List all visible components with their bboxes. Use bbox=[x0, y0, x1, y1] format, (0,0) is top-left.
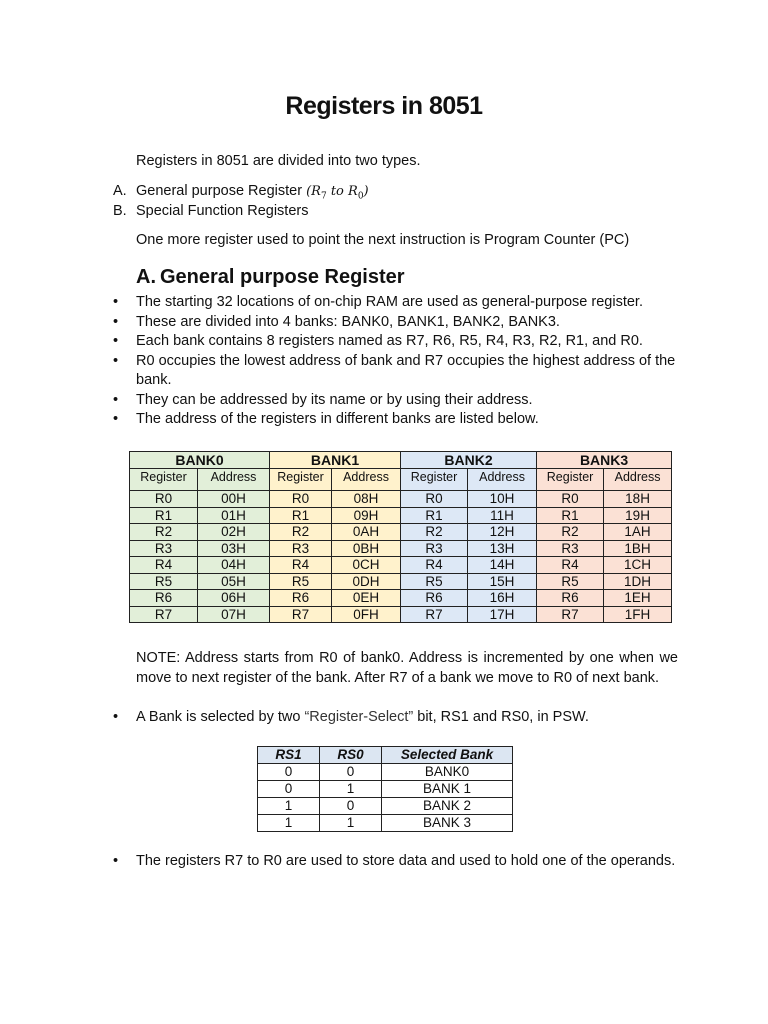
table-cell: BANK 1 bbox=[382, 781, 513, 798]
list-item: • A Bank is selected by two “Register-Select” bit, RS1 and RS0, in PSW. bbox=[113, 708, 678, 728]
table-row bbox=[130, 606, 672, 623]
list-item: • Each bank contains 8 registers named as R7, R6, R5, R4, R3, R2, R1, and R0. bbox=[113, 332, 678, 352]
list-item: • The registers R7 to R0 are used to store data and used to hold one of the operands. bbox=[113, 852, 678, 872]
column-header-address: Address bbox=[332, 469, 401, 491]
table-cell: 0 bbox=[258, 764, 320, 781]
table-cell: 1 bbox=[258, 815, 320, 832]
address-cell: 16H bbox=[468, 590, 537, 607]
register-cell: R6 bbox=[130, 590, 198, 607]
address-cell: 0EH bbox=[332, 590, 401, 607]
register-cell: R0 bbox=[130, 491, 198, 508]
address-cell: 17H bbox=[468, 606, 537, 623]
bank-select-table bbox=[257, 746, 513, 832]
address-cell: 1CH bbox=[604, 557, 672, 574]
list-item: • The address of the registers in different banks are listed below. bbox=[113, 410, 678, 430]
address-note: NOTE: Address starts from R0 of bank0. Address is incremented by one when we move to next register of the bank. After R7 of a bank we move to R0 of next bank. bbox=[136, 650, 678, 686]
register-cell: R5 bbox=[537, 573, 604, 590]
address-cell: 18H bbox=[604, 491, 672, 508]
address-cell: 0DH bbox=[332, 573, 401, 590]
address-cell: 00H bbox=[198, 491, 270, 508]
address-cell: 15H bbox=[468, 573, 537, 590]
address-cell: 12H bbox=[468, 524, 537, 541]
bank-header: BANK0 bbox=[130, 452, 270, 469]
register-cell: R3 bbox=[130, 540, 198, 557]
address-cell: 0AH bbox=[332, 524, 401, 541]
column-header-register: Register bbox=[401, 469, 468, 491]
table-cell: 1 bbox=[320, 781, 382, 798]
column-header-address: Address bbox=[604, 469, 672, 491]
register-cell: R6 bbox=[270, 590, 332, 607]
address-cell: 1EH bbox=[604, 590, 672, 607]
program-counter-note: One more register used to point the next instruction is Program Counter (PC) bbox=[136, 232, 630, 248]
address-cell: 19H bbox=[604, 507, 672, 524]
table-row bbox=[258, 764, 513, 781]
address-cell: 05H bbox=[198, 573, 270, 590]
register-cell: R0 bbox=[270, 491, 332, 508]
register-cell: R2 bbox=[270, 524, 332, 541]
register-cell: R1 bbox=[270, 507, 332, 524]
register-cell: R2 bbox=[130, 524, 198, 541]
table-cell: 0 bbox=[320, 764, 382, 781]
table-row bbox=[130, 491, 672, 508]
final-bullet-list bbox=[113, 852, 678, 872]
column-header-address: Address bbox=[468, 469, 537, 491]
address-cell: 1DH bbox=[604, 573, 672, 590]
address-cell: 10H bbox=[468, 491, 537, 508]
address-cell: 1BH bbox=[604, 540, 672, 557]
section-heading: A. General purpose Register bbox=[136, 266, 405, 288]
table-header: Selected Bank bbox=[382, 747, 513, 764]
register-cell: R0 bbox=[537, 491, 604, 508]
page-title: Registers in 8051 bbox=[285, 92, 483, 120]
address-cell: 04H bbox=[198, 557, 270, 574]
table-cell: 0 bbox=[258, 781, 320, 798]
list-item: • The starting 32 locations of on-chip RAM are used as general-purpose register. bbox=[113, 293, 678, 313]
bank-header: BANK1 bbox=[270, 452, 401, 469]
table-row bbox=[130, 557, 672, 574]
table-cell: 1 bbox=[320, 815, 382, 832]
register-cell: R5 bbox=[270, 573, 332, 590]
address-cell: 0FH bbox=[332, 606, 401, 623]
address-cell: 14H bbox=[468, 557, 537, 574]
bank-header: BANK2 bbox=[401, 452, 537, 469]
bank-address-table bbox=[129, 451, 672, 623]
address-cell: 0CH bbox=[332, 557, 401, 574]
table-cell: 1 bbox=[258, 798, 320, 815]
table-row bbox=[130, 573, 672, 590]
register-cell: R4 bbox=[270, 557, 332, 574]
intro-text: Registers in 8051 are divided into two types. bbox=[136, 153, 421, 169]
register-cell: R0 bbox=[401, 491, 468, 508]
bank-header: BANK3 bbox=[537, 452, 672, 469]
register-cell: R6 bbox=[401, 590, 468, 607]
table-cell: 0 bbox=[320, 798, 382, 815]
table-row bbox=[130, 524, 672, 541]
table-row bbox=[258, 815, 513, 832]
address-cell: 11H bbox=[468, 507, 537, 524]
register-cell: R7 bbox=[270, 606, 332, 623]
register-cell: R4 bbox=[537, 557, 604, 574]
address-cell: 0BH bbox=[332, 540, 401, 557]
register-cell: R5 bbox=[401, 573, 468, 590]
register-bullet-list bbox=[113, 293, 678, 430]
column-header-address: Address bbox=[198, 469, 270, 491]
table-cell: BANK0 bbox=[382, 764, 513, 781]
register-cell: R2 bbox=[401, 524, 468, 541]
register-cell: R7 bbox=[401, 606, 468, 623]
register-cell: R4 bbox=[130, 557, 198, 574]
address-cell: 08H bbox=[332, 491, 401, 508]
list-item: • R0 occupies the lowest address of bank and R7 occupies the highest address of the bank. bbox=[113, 352, 678, 391]
register-cell: R1 bbox=[537, 507, 604, 524]
table-row bbox=[130, 590, 672, 607]
type-item-b bbox=[113, 202, 308, 222]
column-header-register: Register bbox=[537, 469, 604, 491]
address-cell: 03H bbox=[198, 540, 270, 557]
address-cell: 01H bbox=[198, 507, 270, 524]
address-cell: 1FH bbox=[604, 606, 672, 623]
register-cell: R3 bbox=[537, 540, 604, 557]
address-cell: 06H bbox=[198, 590, 270, 607]
address-cell: 02H bbox=[198, 524, 270, 541]
type-label: Special Function Registers bbox=[136, 203, 309, 219]
bank-header-row bbox=[130, 452, 672, 469]
register-cell: R3 bbox=[401, 540, 468, 557]
column-header-register: Register bbox=[130, 469, 198, 491]
register-cell: R7 bbox=[537, 606, 604, 623]
type-marker: A. bbox=[113, 183, 127, 199]
register-cell: R4 bbox=[401, 557, 468, 574]
type-marker: B. bbox=[113, 203, 127, 219]
table-row bbox=[130, 540, 672, 557]
column-header-register: Register bbox=[270, 469, 332, 491]
register-cell: R7 bbox=[130, 606, 198, 623]
address-cell: 07H bbox=[198, 606, 270, 623]
table-header: RS0 bbox=[320, 747, 382, 764]
address-cell: 1AH bbox=[604, 524, 672, 541]
type-label: General purpose Register bbox=[136, 183, 303, 199]
table-row bbox=[258, 781, 513, 798]
table-row bbox=[130, 507, 672, 524]
column-header-row bbox=[130, 469, 672, 491]
table-row bbox=[258, 798, 513, 815]
register-cell: R1 bbox=[401, 507, 468, 524]
list-item: • These are divided into 4 banks: BANK0, BANK1, BANK2, BANK3. bbox=[113, 313, 678, 333]
address-cell: 13H bbox=[468, 540, 537, 557]
register-cell: R2 bbox=[537, 524, 604, 541]
register-cell: R1 bbox=[130, 507, 198, 524]
table-cell: BANK 2 bbox=[382, 798, 513, 815]
bank-select-list bbox=[113, 708, 678, 728]
list-item: • They can be addressed by its name or by using their address. bbox=[113, 391, 678, 411]
table-header: RS1 bbox=[258, 747, 320, 764]
register-cell: R3 bbox=[270, 540, 332, 557]
table-cell: BANK 3 bbox=[382, 815, 513, 832]
register-cell: R5 bbox=[130, 573, 198, 590]
address-cell: 09H bbox=[332, 507, 401, 524]
register-cell: R6 bbox=[537, 590, 604, 607]
register-range-math: ($R_7$ to $R_0$) bbox=[306, 184, 369, 202]
